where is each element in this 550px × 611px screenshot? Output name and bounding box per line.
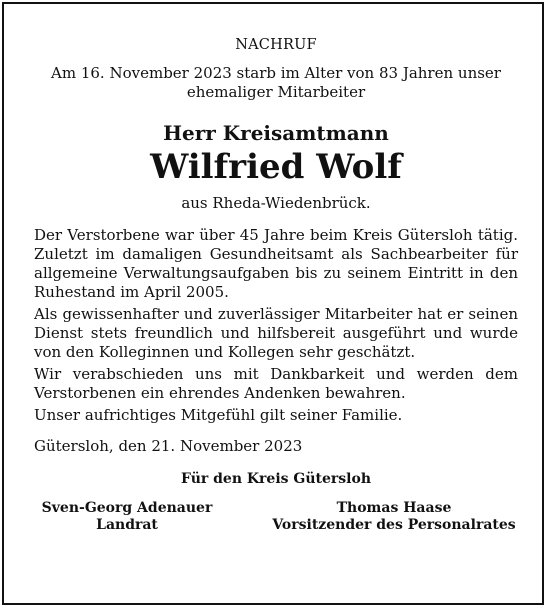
place-date: Gütersloh, den 21. November 2023 bbox=[34, 437, 303, 455]
paragraph-condolence: Unser aufrichtiges Mitgefühl gilt seiner Familie. bbox=[34, 406, 403, 424]
signatory-title: Landrat bbox=[96, 517, 158, 533]
signatory-name: Thomas Haase bbox=[336, 500, 452, 516]
signatory-title: Vorsitzender des Personalrates bbox=[272, 517, 516, 533]
paragraph-career: Der Verstorbene war über 45 Jahre beim Kreis Gütersloh tätig. Zuletzt im damaligen Gesundheitsamt als Sachbearbeiter für allgemeine Verwaltungsaufgaben bis zu seinem Eintritt in den Ruhestand im April 2005. bbox=[34, 226, 518, 301]
deceased-name: Wilfried Wolf bbox=[150, 147, 402, 187]
paragraph-farewell: Wir verabschieden uns mit Dankbarkeit und werden dem Verstorbenen ein ehrendes Andenken bewahren. bbox=[34, 365, 518, 402]
origin-line: aus Rheda-Wiedenbrück. bbox=[181, 194, 371, 212]
intro-text: Am 16. November 2023 starb im Alter von 83 Jahren unser ehemaliger Mitarbeiter bbox=[51, 64, 501, 101]
notice-heading: NACHRUF bbox=[235, 37, 317, 53]
signatory-left bbox=[32, 500, 222, 534]
organization-line: Für den Kreis Gütersloh bbox=[181, 471, 371, 487]
paragraph-character: Als gewissenhafter und zuverlässiger Mitarbeiter hat er seinen Dienst stets freundlich und hilfsbereit ausgeführt und wurde von den Kolleginnen und Kollegen sehr geschätzt. bbox=[34, 305, 518, 361]
obituary-notice bbox=[34, 36, 518, 534]
honorific-title: Herr Kreisamtmann bbox=[163, 121, 389, 145]
signatory-name: Sven-Georg Adenauer bbox=[41, 500, 213, 516]
signatory-right bbox=[264, 500, 524, 534]
signatures bbox=[34, 500, 518, 534]
